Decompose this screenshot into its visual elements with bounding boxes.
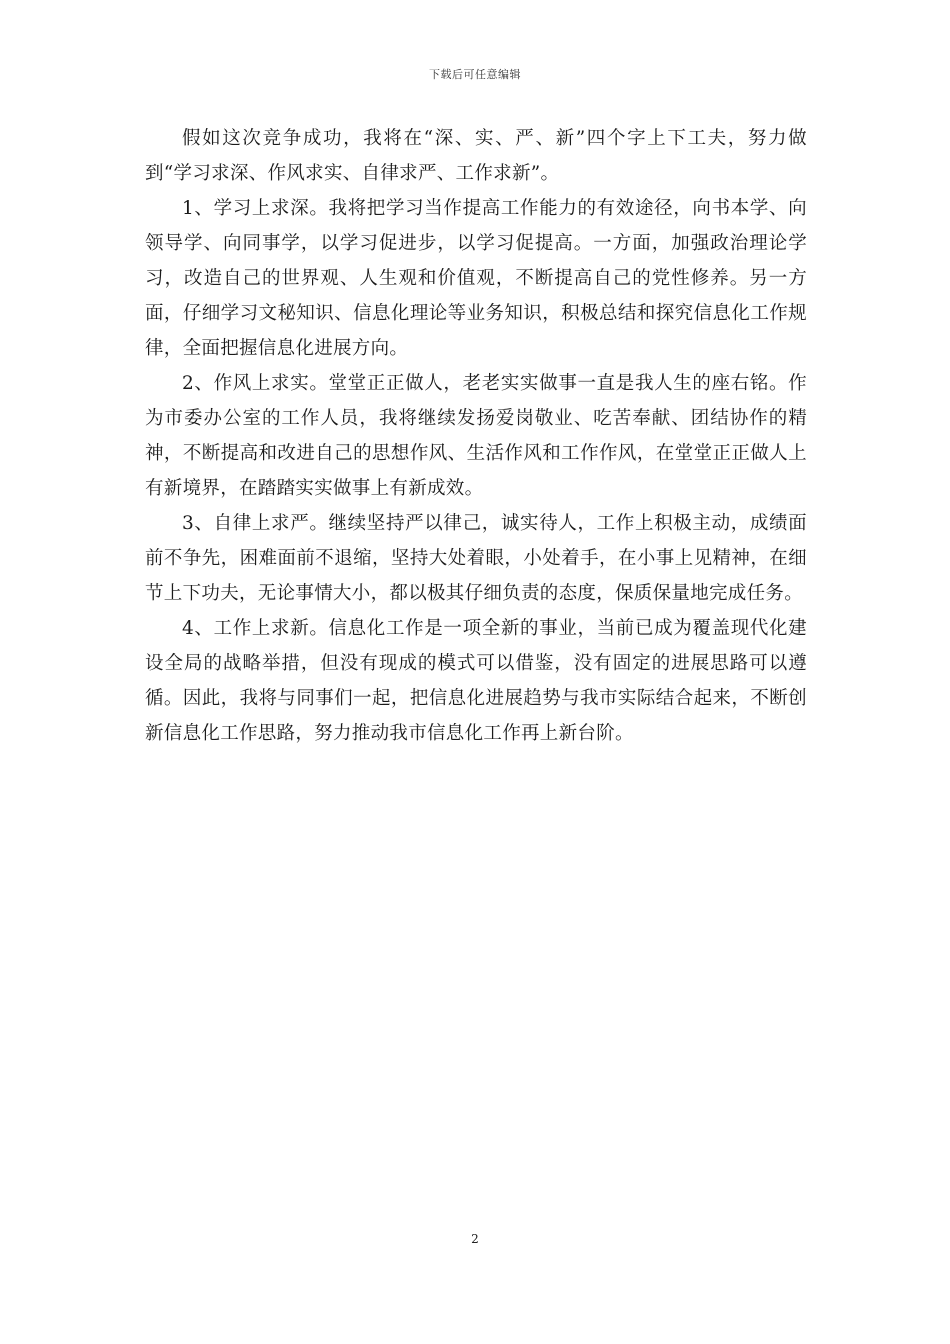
paragraph-discipline: 3、自律上求严。继续坚持严以律己，诚实待人，工作上积极主动，成绩面前不争先，困难面前不退缩，坚持大处着眼，小处着手，在小事上见精神，在细节上下功夫，无论事情大小，都以极其仔细负责的态度，保质保量地完成任务。 bbox=[145, 513, 807, 604]
paragraph-intro: 假如这次竞争成功，我将在“深、实、严、新”四个字上下工夫，努力做到“学习求深、作风求实、自律求严、工作求新”。 bbox=[145, 128, 807, 184]
paragraph-innovation: 4、工作上求新。信息化工作是一项全新的事业，当前已成为覆盖现代化建设全局的战略举措，但没有现成的模式可以借鉴，没有固定的进展思路可以遵循。因此，我将与同事们一起，把信息化进展趋势与我市实际结合起来，不断创新信息化工作思路，努力推动我市信息化工作再上新台阶。 bbox=[145, 618, 807, 744]
paragraph-study: 1、学习上求深。我将把学习当作提高工作能力的有效途径，向书本学、向领导学、向同事学，以学习促进步，以学习促提高。一方面，加强政治理论学习，改造自己的世界观、人生观和价值观，不断提高自己的党性修养。另一方面，仔细学习文秘知识、信息化理论等业务知识，积极总结和探究信息化工作规律，全面把握信息化进展方向。 bbox=[145, 198, 807, 359]
paragraph-style: 2、作风上求实。堂堂正正做人，老老实实做事一直是我人生的座右铭。作为市委办公室的工作人员，我将继续发扬爱岗敬业、吃苦奉献、团结协作的精神，不断提高和改进自己的思想作风、生活作风和工作作风，在堂堂正正做人上有新境界，在踏踏实实做事上有新成效。 bbox=[145, 373, 807, 499]
document-body bbox=[145, 121, 807, 751]
page-number: 2 bbox=[471, 1232, 479, 1246]
page-header: 下载后可任意编辑 bbox=[429, 68, 521, 81]
